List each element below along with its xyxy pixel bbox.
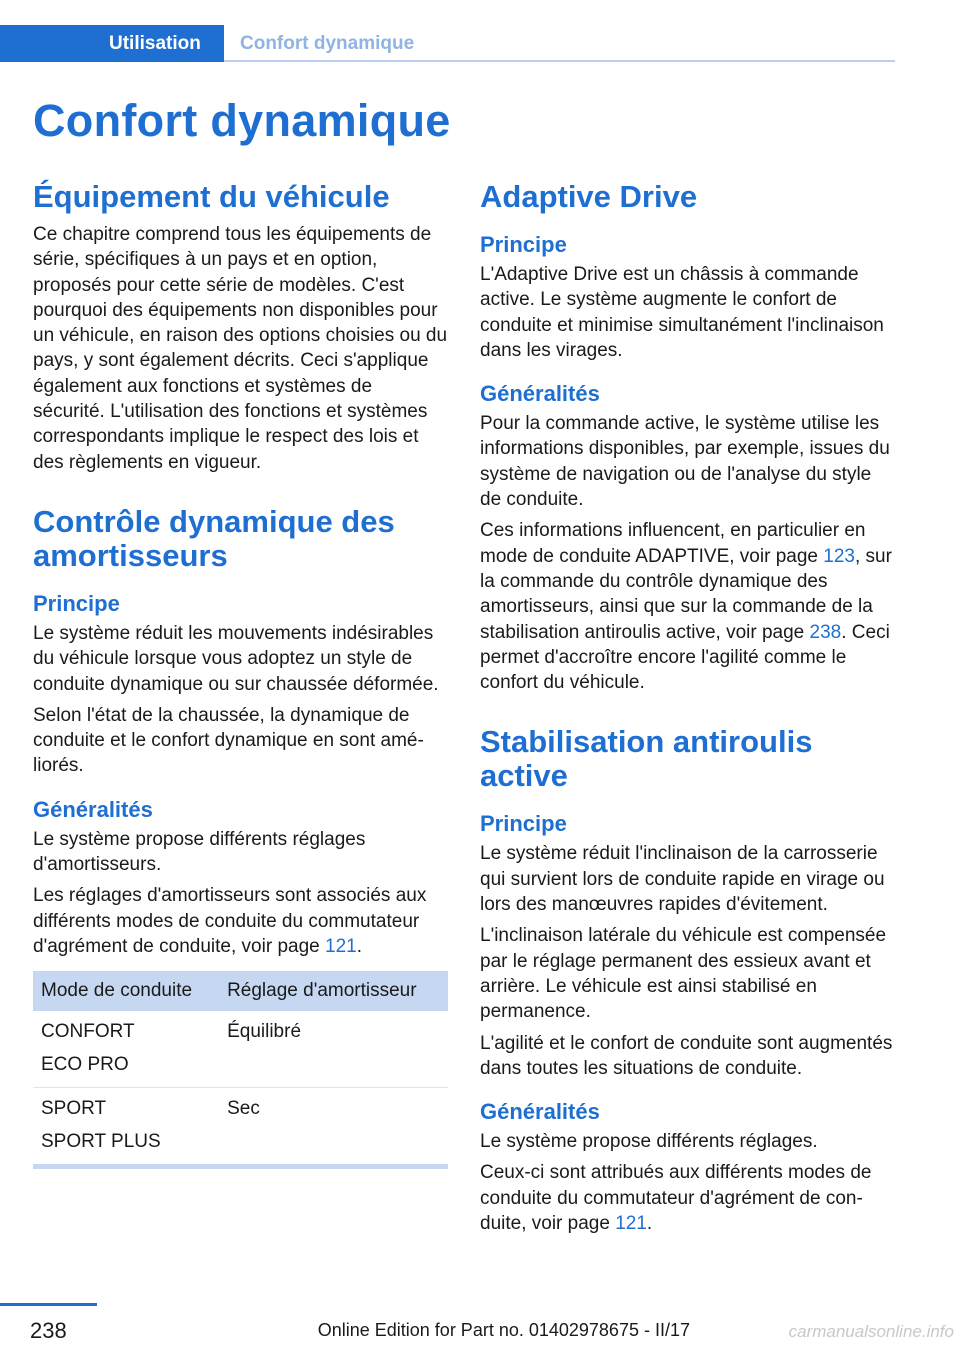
subheading-principe: Principe	[480, 811, 567, 837]
header-divider	[224, 60, 895, 62]
page-number: 238	[30, 1318, 67, 1343]
paragraph-antiroll-principle-1: Le système réduit l'inclinaison de la carrosserie qui survient lors de conduite rapide en virage ou lors des manœuvres rapides d'évitement.	[480, 843, 885, 916]
text: , sur la commande du contrôle dynamique des amortisseurs, ainsi que sur la commande de la stabilisation antiroulis active, voir page	[480, 545, 892, 643]
column-header-mode: Mode de conduite	[33, 971, 219, 1011]
paragraph-antiroll-general-1: Le système propose différents réglages.	[480, 1131, 818, 1153]
heading-antiroll: Stabilisation antiroulis active	[480, 724, 813, 794]
page-title: Confort dynamique	[33, 95, 451, 146]
paragraph-antiroll-general-2	[480, 1160, 896, 1236]
paragraph-adaptive-general-1: Pour la commande active, le système utilise les informations disponibles, par exemple, issues du système de navigation ou de l'analyse du style de conduite.	[480, 413, 890, 511]
text: .	[356, 935, 362, 957]
cell-mode	[33, 1088, 219, 1165]
mode-value: SPORT	[41, 1098, 107, 1120]
right-column	[480, 180, 896, 1236]
heading-adaptive-drive: Adaptive Drive	[480, 179, 698, 214]
text: Ces informations influencent, en particulier en mode de conduite ADAPTIVE, voir page	[480, 520, 866, 567]
cell-setting: Équilibré	[219, 1011, 448, 1088]
header-bar	[0, 25, 895, 62]
paragraph-damper-principle-1: Le système réduit les mouvements indésirables du véhicule lorsque vous adoptez un style de conduite dynamique ou sur chaussée déformée.	[33, 622, 439, 695]
subheading-principe: Principe	[33, 590, 120, 616]
page-link-123[interactable]: 123	[823, 545, 855, 567]
table-row	[33, 1011, 448, 1088]
section-antiroll	[480, 725, 896, 1236]
paragraph-damper-general-2	[33, 883, 449, 959]
column-header-setting: Réglage d'amortisseur	[219, 971, 448, 1011]
tab-confort-dynamique[interactable]: Confort dynamique	[240, 33, 415, 54]
section-damper	[33, 505, 449, 1169]
paragraph-adaptive-general-2	[480, 518, 896, 695]
paragraph-antiroll-principle-3: L'agilité et le confort de conduite sont augmentés dans toutes les situations de conduite.	[480, 1032, 893, 1079]
footer-accent-line	[0, 1303, 97, 1306]
edition-text: Online Edition for Part no. 01402978675 - II/17	[317, 1320, 690, 1340]
heading-equipement: Équipement du véhicule	[33, 179, 390, 214]
page-link-238[interactable]: 238	[809, 621, 842, 643]
text: . Ceci permet d'accroître encore l'agilité comme le confort du véhicule.	[480, 621, 890, 694]
mode-value: SPORT PLUS	[41, 1131, 161, 1153]
mode-value: CONFORT	[41, 1021, 135, 1043]
text: Ceux-ci sont attribués aux différents modes de conduite du commutateur d'agrément de conduite, voir page	[480, 1162, 872, 1235]
table-row	[33, 1088, 448, 1165]
mode-value: ECO PRO	[41, 1054, 129, 1076]
paragraph-damper-principle-2: Selon l'état de la chaussée, la dynamique de conduite et le confort dynamique en sont améliorés.	[33, 704, 424, 777]
paragraph-antiroll-principle-2: L'inclinaison latérale du véhicule est compensée par le réglage permanent des essieux avant et arrière. Le véhicule est ainsi stabilisé en permanence.	[480, 925, 887, 1023]
subheading-principe: Principe	[480, 232, 567, 257]
page-link-121[interactable]: 121	[325, 935, 357, 957]
watermark: carmanualsonline.info	[788, 1322, 954, 1341]
heading-damper: Contrôle dynamique des amortisseurs	[33, 503, 395, 573]
damper-settings-table	[33, 971, 448, 1164]
subheading-generalites: Généralités	[480, 381, 600, 407]
page-footer	[0, 1303, 960, 1362]
left-column	[33, 180, 449, 1169]
paragraph-adaptive-principle: L'Adaptive Drive est un châssis à commande active. Le système augmente le confort de conduite et minimise simultanément l'inclinaison dans les virages.	[480, 264, 884, 361]
text: .	[646, 1213, 653, 1235]
text: Les réglages d'amortisseurs sont associés aux différents modes de conduite du commutateur d'agrément de conduite, voir page	[33, 885, 427, 957]
page-link-121[interactable]: 121	[615, 1213, 647, 1235]
cell-setting: Sec	[227, 1098, 260, 1120]
table-bottom-border	[33, 1164, 448, 1169]
subheading-generalites: Généralités	[33, 796, 153, 822]
paragraph-damper-general-1: Le système propose différents réglages d'amortisseurs.	[33, 828, 366, 876]
subheading-generalites: Généralités	[480, 1099, 600, 1125]
tab-utilisation[interactable]: Utilisation	[0, 25, 224, 62]
cell-mode	[33, 1011, 219, 1088]
paragraph-equipement: Ce chapitre comprend tous les équipements de série, spécifiques à un pays et en option, proposés pour cette série de modèles. C'est pourquoi des équipements non disponibles pour un véhicule, en raison des options choisies ou du pays, y sont également décrits. Ceci s'applique également aux fonctions et systèmes de sécurité. L'utilisation des fonctions et systèmes correspondants implique le respect des lois et des règlements en vigueur.	[33, 224, 448, 473]
table-header-row	[33, 971, 448, 1011]
